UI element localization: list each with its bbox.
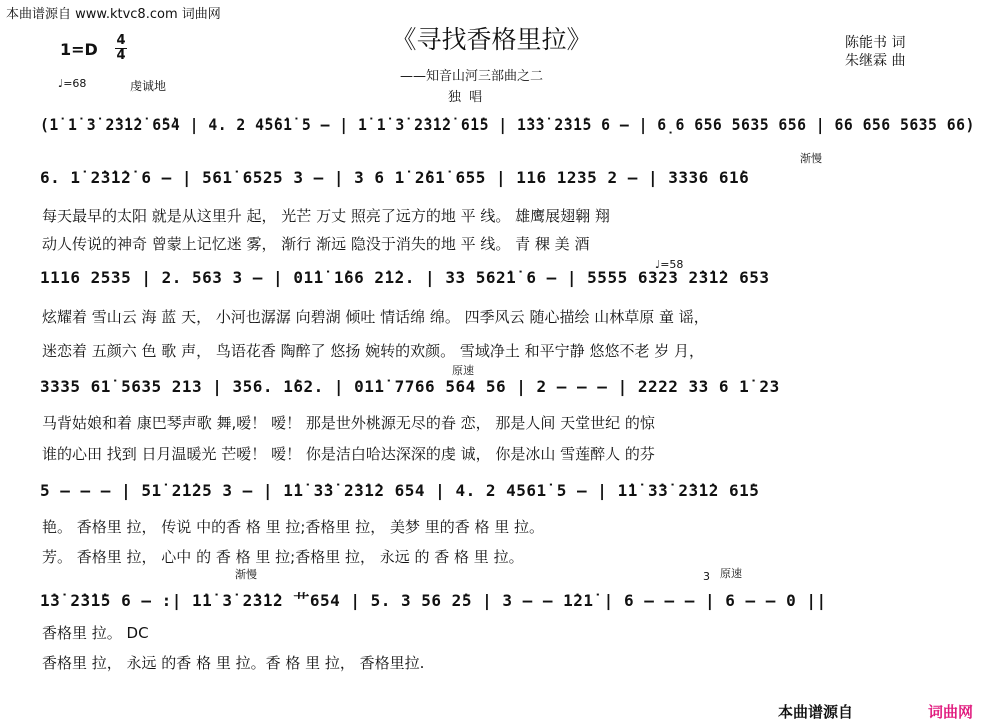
lyric-line-6a: 香格里 拉。 DC [42,624,149,642]
composer-credit: 朱继霖 曲 [845,53,906,69]
marking-jianman-2: 渐慢 [235,568,257,581]
time-signature-top: 4 [116,33,126,48]
lyric-line-4a: 马背姑娘和着 康巴琴声歌 舞,嗳！ 嗳！ 那是世外桃源无尽的眷 恋， 那是人间 天堂世纪 的惊 [42,414,655,432]
notation-line-5: 5 – – – | 51̇ 2̇1̇25 3 – | 1̇1̇ 3̇3̇ 2̇3̇1̇2 654 | 4. 2 4561̇ 5 – | 1̇1̇ 3̇3̇ 2̇3̇1̇2 61̇5 [40,481,760,500]
lyricist-credit: 陈能书 词 [845,35,906,51]
lyric-line-4b: 谁的心田 找到 日月温暖光 芒嗳！ 嗳！ 你是洁白哈达深深的虔 诚， 你是冰山 雪莲醉人 的芬 [42,445,655,463]
tempo-marking: ♩=68 [58,77,87,90]
marking-yuansu-1: 原速 [452,364,474,377]
lyric-line-2a: 每天最早的太阳 就是从这里升 起， 光芒 万丈 照亮了远方的地 平 线。 雄鹰展翅翱 翔 [42,207,610,225]
marking-yuansu-2: 原速 [720,567,742,580]
marking-triplet: 3 [703,570,710,583]
notation-line-2: 6. 1̇ 2̇3̇1̇2̇ 6 – | 561̇ 6525 3 – | 3 6 1̇ 2̇61̇ 655 | 116 1235 2 – | 3336 61̇6 [40,168,750,187]
time-signature-bottom: 4 [116,48,126,63]
notation-line-4: 3335 61̇ 5635 213 | 356. 1̇62. | 01̇1̇ 7766 564 56 | 2 – – – | 2222 33 6 1̇ 23 [40,377,780,396]
lyric-line-5b: 芳。 香格里 拉， 心中 的 香 格 里 拉;香格里 拉， 永远 的 香 格 里 拉。 [42,548,524,566]
marking-jianman-1: 渐慢 [800,152,822,165]
expression-marking: 虔诚地 [130,79,167,93]
footer-site-logo[interactable]: 词曲网 [928,703,974,721]
notation-line-6: 1̇3̇ 2̇3̇1̇5 6 – :| 1̇1̇ 3̇ 2̇3̇1̇2 ⺾654 | 5. 3 56 2̇5 | 3 – – 1̇21̇ | 6 – – – | 6 – – 0 || [40,591,827,610]
lyric-line-2b: 动人传说的神奇 曾蒙上记忆迷 雾， 渐行 渐远 隐没于消失的地 平 线。 青 稞 美 酒 [42,235,590,253]
lyric-line-3a: 炫耀着 雪山云 海 蓝 天， 小河也潺潺 向碧湖 倾吐 情话绵 绵。 四季风云 随心描绘 山林草原 童 谣， [42,308,709,326]
key-signature: 1=D [60,40,98,59]
lyric-line-5a: 艳。 香格里 拉， 传说 中的香 格 里 拉;香格里 拉， 美梦 里的香 格 里 拉。 [42,518,545,536]
song-title: 《寻找香格里拉》 [391,25,592,54]
footer-source: 本曲谱源自 [778,703,854,721]
notation-line-3: 1116 2535 | 2. 563 3 – | 01̇1̇ 1̇66 2̇1̇2. | 33 562̇1̇ 6 – | 5555 6323 2̇3̇1̇2 653 [40,268,770,287]
lyric-line-6b: 香格里 拉， 永远 的香 格 里 拉。香 格 里 拉， 香格里拉. [42,654,425,672]
marking-tempo-58: ♩=58 [655,258,684,271]
lyric-line-3b: 迷恋着 五颜六 色 歌 声， 鸟语花香 陶醉了 悠扬 婉转的欢颜。 雪域净土 和平宁静 悠悠不老 岁 月， [42,342,704,360]
performance-type: 独 唱 [448,90,485,105]
subtitle: ——知音山河三部曲之二 [400,69,544,84]
notation-line-1: (1̇ 1̇ 3̇ 2̇3̇1̇2̇ 6̇5̇4 | 4. 2 4̇5̇6̇1̇ 5 – | 1̇ 1̇ 3̇ 2̇3̇1̇2̇ 6̇1̇5 | 1̇3̇3̇ 2̇3̇1̇5 6 – | 6̣6 656 5635 656 | 66 656 5635 66) [40,115,975,134]
site-header[interactable]: 本曲谱源自 www.ktvc8.com 词曲网 [6,7,221,22]
time-signature [115,34,127,63]
